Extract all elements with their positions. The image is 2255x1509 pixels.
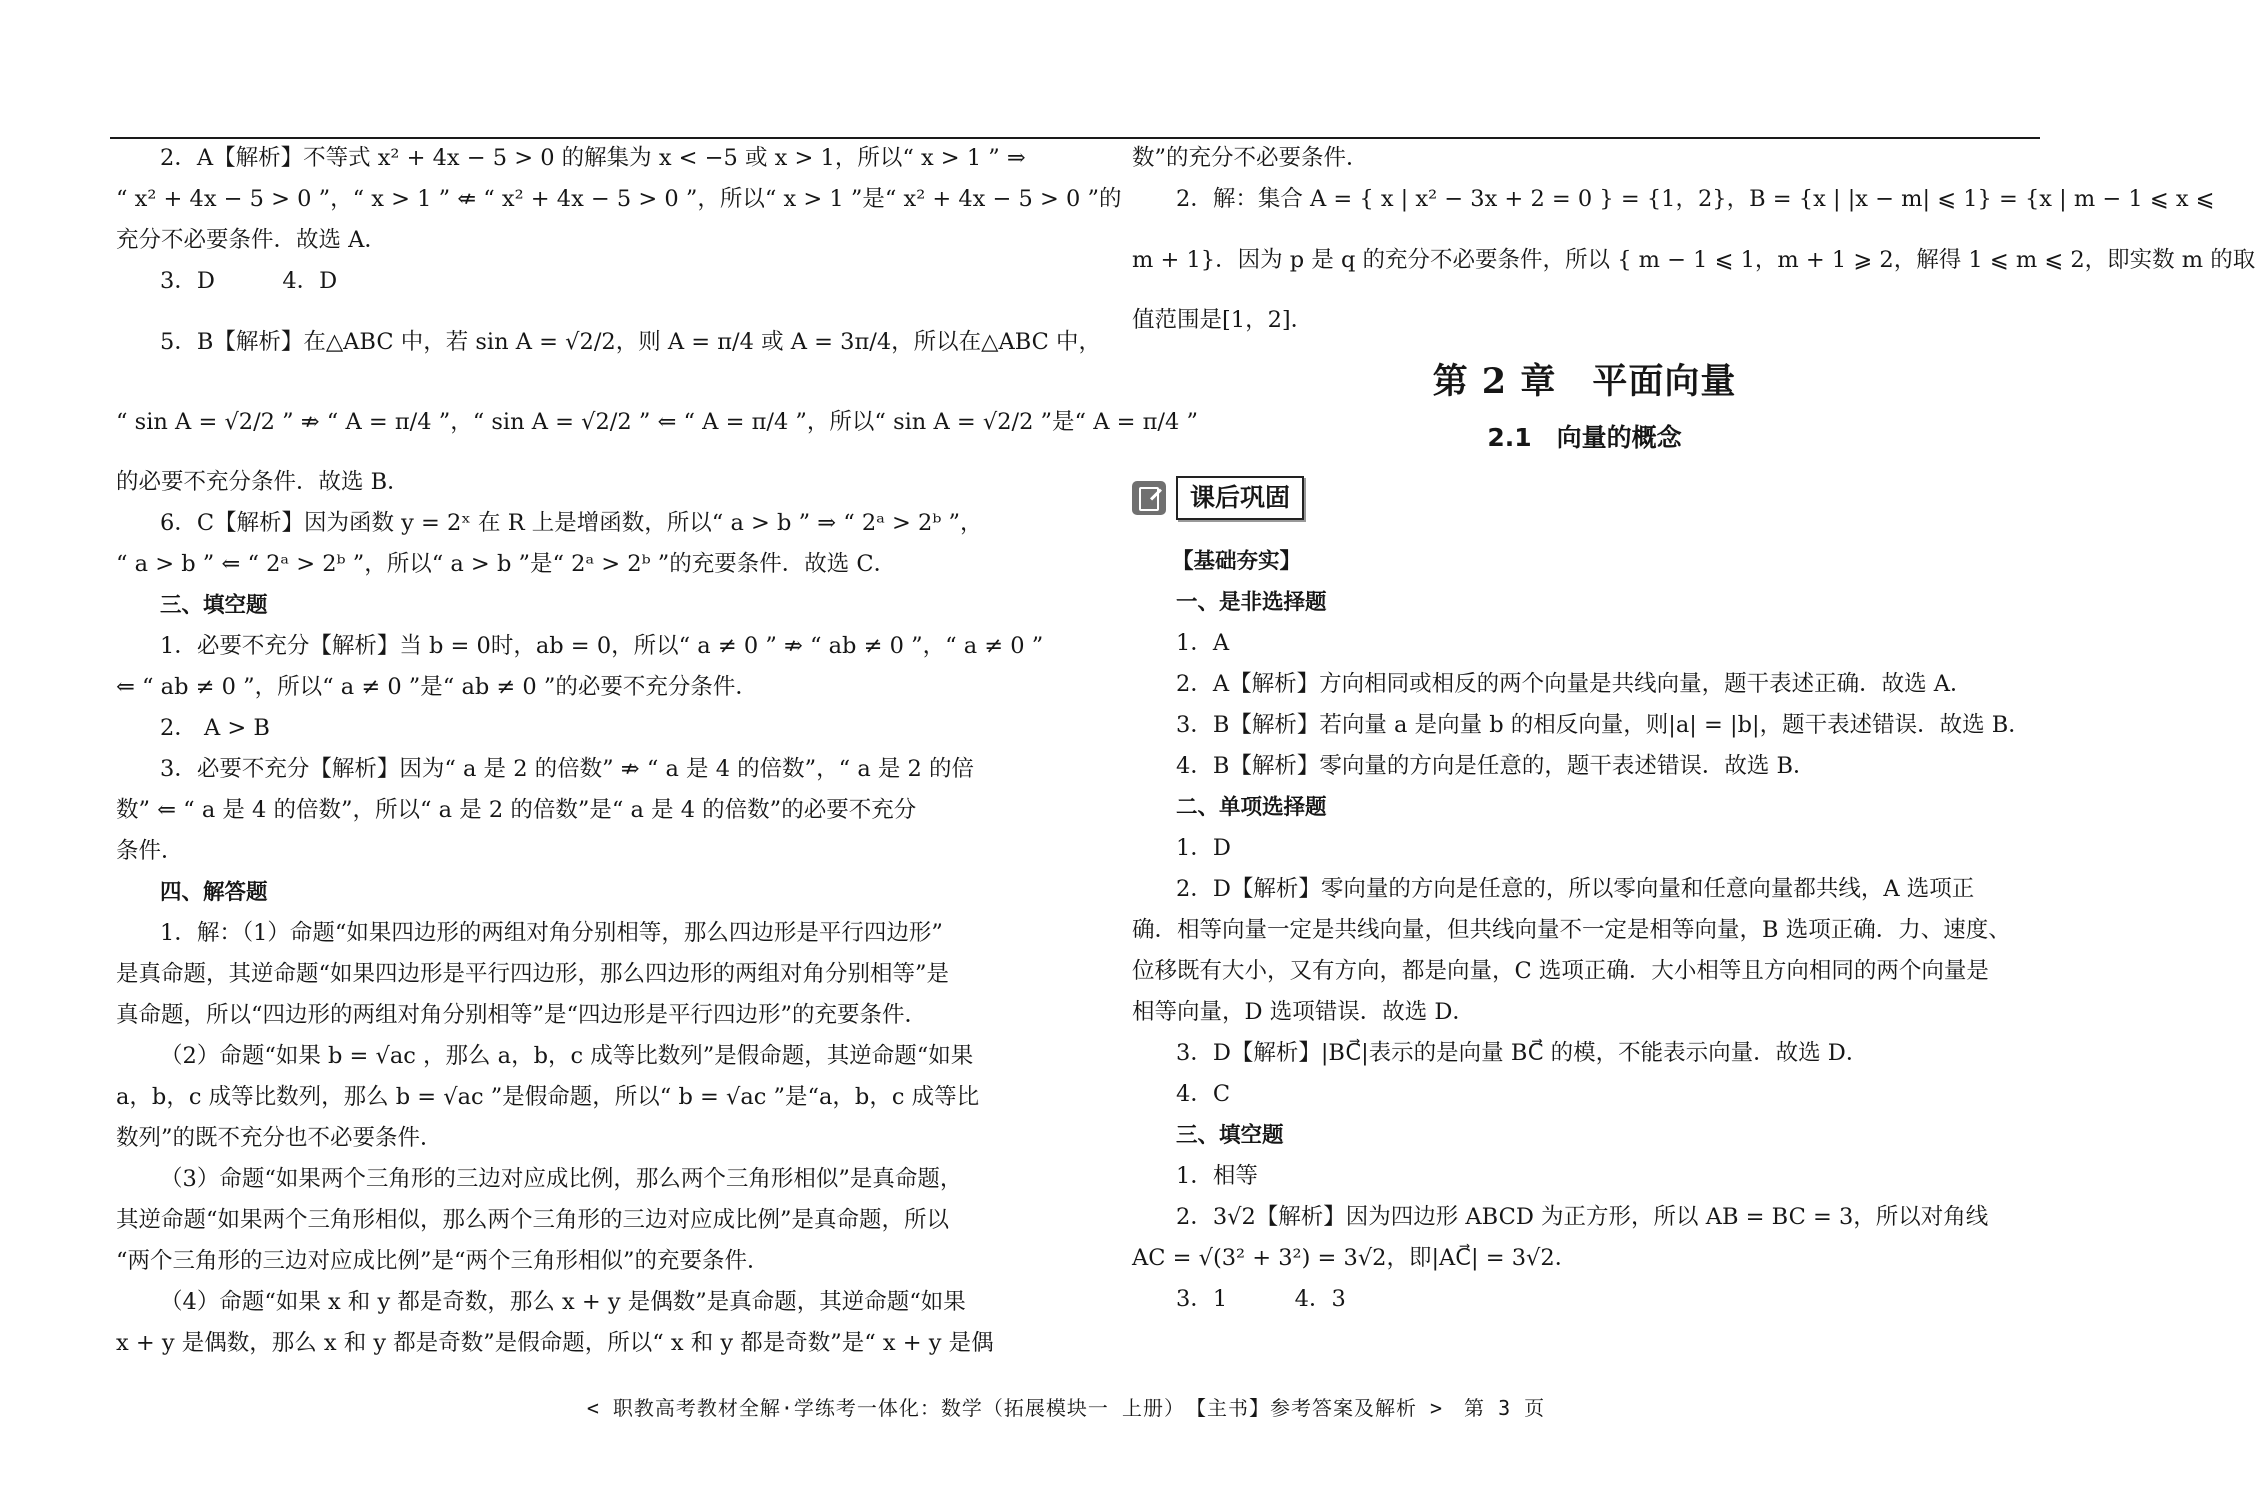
text-line: （4）命题“如果 x 和 y 都是奇数，那么 x + y 是偶数”是真命题，其逆命题“如果: [160, 1289, 966, 1315]
text-line: 2．D【解析】零向量的方向是任意的，所以零向量和任意向量都共线，A 选项正: [1176, 876, 1975, 902]
text-line: 3．1 4．3: [1176, 1286, 1346, 1312]
badge-label: 课后巩固: [1176, 476, 1304, 520]
text-line: a，b，c 成等比数列，那么 b = √ac ”是假命题，所以“ b = √ac ”是“a，b，c 成等比: [116, 1084, 980, 1110]
text-line: 真命题，所以“四边形的两组对角分别相等”是“四边形是平行四边形”的充要条件．: [116, 1002, 928, 1028]
text-line: 1．D: [1176, 835, 1231, 861]
text-line: 5．B【解析】在△ABC 中，若 sin A = √2/2，则 A = π/4 或 A = 3π/4，所以在△ABC 中，: [160, 329, 1102, 355]
text-line: 3．必要不充分【解析】因为“ a 是 2 的倍数” ⇏ “ a 是 4 的倍数”，“ a 是 2 的倍: [160, 756, 975, 782]
subsection-heading: 【基础夯实】: [1172, 549, 1302, 574]
text-line: “ x² + 4x − 5 > 0 ”，“ x > 1 ” ⇍ “ x² + 4x − 5 > 0 ”，所以“ x > 1 ”是“ x² + 4x − 5 > 0 ”的: [116, 186, 1122, 212]
text-line: 2．3√2【解析】因为四边形 ABCD 为正方形，所以 AB = BC = 3，所以对角线: [1176, 1204, 1989, 1230]
text-line: AC = √(3² + 3²) = 3√2，即|AC⃗| = 3√2．: [1132, 1245, 1578, 1271]
left-column: [116, 138, 1198, 1364]
text-line: 数列”的既不充分也不必要条件．: [116, 1125, 443, 1151]
section-heading: 三、填空题: [1176, 1123, 1284, 1148]
text-line: 2． A > B: [160, 715, 270, 741]
chapter-title: 第 2 章 平面向量: [1432, 361, 1737, 402]
section-heading: 三、填空题: [160, 593, 268, 618]
text-line: 1．必要不充分【解析】当 b = 0时，ab = 0，所以“ a ≠ 0 ” ⇏ “ ab ≠ 0 ”，“ a ≠ 0 ”: [160, 633, 1044, 659]
after-class-badge: [1132, 463, 2037, 533]
page-footer: < 职教高考教材全解·学练考一体化：数学（拓展模块一 上册） 【主书】参考答案及解析 > 第 3 页: [586, 1396, 1546, 1420]
section-heading: 二、单项选择题: [1176, 795, 1327, 820]
text-line: “ sin A = √2/2 ” ⇏ “ A = π/4 ”，“ sin A = √2/2 ” ⇐ “ A = π/4 ”，所以“ sin A = √2/2 ”是“ A = π/4 ”: [116, 409, 1198, 435]
text-line: 数” ⇐ “ a 是 4 的倍数”，所以“ a 是 2 的倍数”是“ a 是 4 的倍数”的必要不充分: [116, 797, 917, 823]
text-line: （3）命题“如果两个三角形的三边对应成比例，那么两个三角形相似”是真命题，: [160, 1166, 963, 1192]
text-line: 2．解：集合 A = { x | x² − 3x + 2 = 0 } = {1，2}，B = {x | |x − m| ⩽ 1} = {x | m − 1 ⩽ x ⩽: [1176, 186, 2215, 212]
text-line: 1．解：（1）命题“如果四边形的两组对角分别相等，那么四边形是平行四边形”: [160, 920, 943, 946]
text-line: 1．A: [1176, 630, 1230, 656]
text-line: ⇐ “ ab ≠ 0 ”，所以“ a ≠ 0 ”是“ ab ≠ 0 ”的必要不充分条件．: [116, 674, 758, 700]
text-line: 充分不必要条件．故选 A．: [116, 227, 387, 253]
text-line: 是真命题，其逆命题“如果四边形是平行四边形，那么四边形的两组对角分别相等”是: [116, 961, 950, 987]
text-line: 2．A【解析】不等式 x² + 4x − 5 > 0 的解集为 x < −5 或 x > 1，所以“ x > 1 ” ⇒: [160, 145, 1026, 171]
text-line: 相等向量，D 选项错误．故选 D．: [1132, 999, 1475, 1025]
text-line: 确．相等向量一定是共线向量，但共线向量不一定是相等向量，B 选项正确．力、速度、: [1132, 917, 2011, 943]
edit-note-icon: [1132, 481, 1166, 515]
text-line: 4．C: [1176, 1081, 1231, 1107]
section-title: 2.1 向量的概念: [1487, 423, 1682, 452]
text-line: 数”的充分不必要条件．: [1132, 145, 1369, 171]
text-line: 条件．: [116, 838, 184, 864]
text-line: 6．C【解析】因为函数 y = 2ˣ 在 R 上是增函数，所以“ a > b ” ⇒ “ 2ᵃ > 2ᵇ ”，: [160, 510, 983, 536]
text-line: （2）命题“如果 b = √ac ，那么 a，b，c 成等比数列”是假命题，其逆命题“如果: [160, 1043, 974, 1069]
text-line: “两个三角形的三边对应成比例”是“两个三角形相似”的充要条件．: [116, 1248, 770, 1274]
text-line: “ a > b ” ⇐ “ 2ᵃ > 2ᵇ ”，所以“ a > b ”是“ 2ᵃ > 2ᵇ ”的充要条件．故选 C．: [116, 551, 897, 577]
text-line: 3．D【解析】|BC⃗|表示的是向量 BC⃗ 的模，不能表示向量．故选 D．: [1176, 1040, 1869, 1066]
text-line: 值范围是[1，2]．: [1132, 307, 1314, 333]
right-column: [1132, 138, 2255, 1320]
text-line: 3．D 4．D: [160, 268, 338, 294]
text-line: 1．相等: [1176, 1163, 1258, 1189]
text-line: 4．B【解析】零向量的方向是任意的，题干表述错误．故选 B．: [1176, 753, 1816, 779]
section-heading: 一、是非选择题: [1176, 590, 1327, 615]
text-line: 位移既有大小，又有方向，都是向量，C 选项正确．大小相等且方向相同的两个向量是: [1132, 958, 1989, 984]
text-line: x + y 是偶数，那么 x 和 y 都是奇数”是假命题，所以“ x 和 y 都是奇数”是“ x + y 是偶: [116, 1330, 994, 1356]
text-line: 2．A【解析】方向相同或相反的两个向量是共线向量，题干表述正确．故选 A．: [1176, 671, 1973, 697]
text-line: 其逆命题“如果两个三角形相似，那么两个三角形的三边对应成比例”是真命题，所以: [116, 1207, 950, 1233]
text-line: 3．B【解析】若向量 a 是向量 b 的相反向量，则|a| = |b|，题干表述错误．故选 B．: [1176, 712, 2031, 738]
text-line: 的必要不充分条件．故选 B．: [116, 469, 410, 495]
text-line: m + 1}．因为 p 是 q 的充分不必要条件，所以 { m − 1 ⩽ 1，m + 1 ⩾ 2，解得 1 ⩽ m ⩽ 2，即实数 m 的取: [1132, 247, 2255, 273]
section-heading: 四、解答题: [160, 880, 268, 905]
